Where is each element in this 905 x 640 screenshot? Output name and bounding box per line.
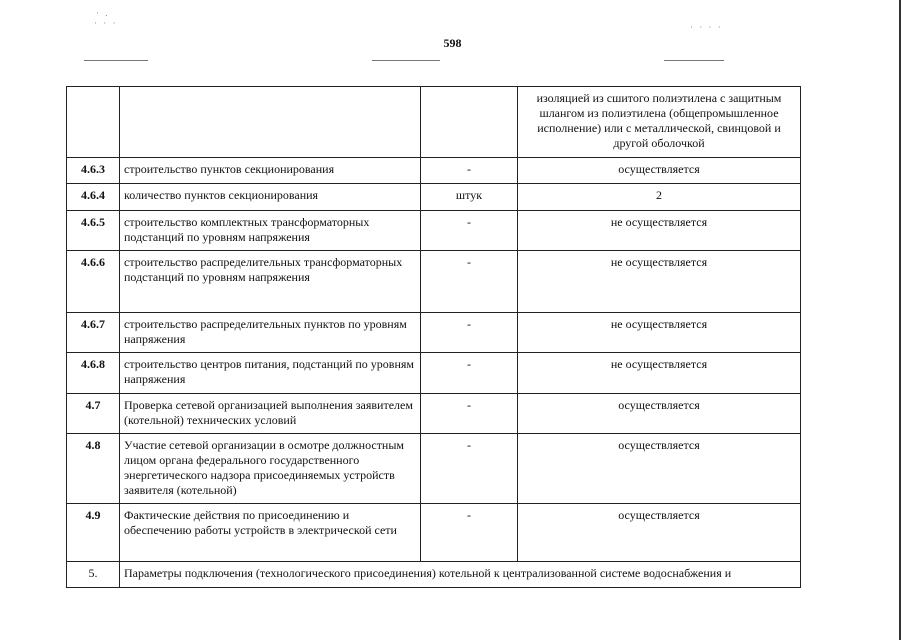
scan-artifact: · · ·: [94, 18, 118, 28]
table-row: [67, 394, 801, 434]
data-table: [66, 86, 801, 588]
row-description: строительство центров питания, подстанций по уровням напряжения: [120, 353, 421, 394]
table-row: [67, 313, 801, 353]
row-number: 4.6.3: [67, 158, 120, 184]
row-description: количество пунктов секционирования: [120, 184, 421, 211]
row-description: Фактические действия по присоединению и обеспечению работы устройств в электрической сети: [120, 504, 421, 562]
row-unit: -: [421, 251, 518, 313]
row-value: 2: [518, 184, 801, 211]
row-description: Участие сетевой организации в осмотре должностным лицом органа федерального государственного энергетического надзора присоединяемых устройств заявителя (котельной): [120, 434, 421, 504]
row-unit: -: [421, 353, 518, 394]
scan-artifact: [372, 60, 440, 61]
row-value: не осуществляется: [518, 251, 801, 313]
row-unit: [421, 87, 518, 158]
row-unit: штук: [421, 184, 518, 211]
row-number: 4.9: [67, 504, 120, 562]
row-value: изоляцией из сшитого полиэтилена с защитным шлангом из полиэтилена (общепромышленное исполнение) или с металлической, свинцовой и другой оболочкой: [518, 87, 801, 158]
row-unit: -: [421, 158, 518, 184]
section-number: 5.: [67, 562, 120, 588]
table-row: [67, 562, 801, 588]
table-row: [67, 353, 801, 394]
row-value: не осуществляется: [518, 211, 801, 251]
section-title: Параметры подключения (технологического присоединения) котельной к централизованной системе водоснабжения и: [120, 562, 801, 588]
page-edge: [899, 0, 901, 640]
row-description: строительство комплектных трансформаторных подстанций по уровням напряжения: [120, 211, 421, 251]
row-number: [67, 87, 120, 158]
page-number: 598: [443, 36, 462, 50]
row-number: 4.6.7: [67, 313, 120, 353]
row-description: Проверка сетевой организацией выполнения заявителем (котельной) технических условий: [120, 394, 421, 434]
row-value: не осуществляется: [518, 353, 801, 394]
row-number: 4.6.6: [67, 251, 120, 313]
row-unit: -: [421, 434, 518, 504]
row-unit: -: [421, 504, 518, 562]
row-number: 4.6.4: [67, 184, 120, 211]
table-row: [67, 504, 801, 562]
scan-artifact: [84, 60, 148, 61]
row-number: 4.7: [67, 394, 120, 434]
row-unit: -: [421, 211, 518, 251]
table-row: [67, 251, 801, 313]
table-row: [67, 87, 801, 158]
table-row: [67, 211, 801, 251]
row-number: 4.8: [67, 434, 120, 504]
row-description: строительство пунктов секционирования: [120, 158, 421, 184]
row-value: осуществляется: [518, 158, 801, 184]
row-number: 4.6.8: [67, 353, 120, 394]
scan-artifact: [664, 60, 724, 61]
table-row: [67, 158, 801, 184]
table-row: [67, 434, 801, 504]
row-value: осуществляется: [518, 394, 801, 434]
scan-artifact: · · · ·: [690, 22, 723, 32]
row-description: [120, 87, 421, 158]
row-unit: -: [421, 313, 518, 353]
row-value: осуществляется: [518, 434, 801, 504]
row-number: 4.6.5: [67, 211, 120, 251]
row-description: строительство распределительных трансформаторных подстанций по уровням напряжения: [120, 251, 421, 313]
row-value: не осуществляется: [518, 313, 801, 353]
table-row: [67, 184, 801, 211]
row-unit: -: [421, 394, 518, 434]
row-description: строительство распределительных пунктов по уровням напряжения: [120, 313, 421, 353]
scan-artifact: · .: [96, 8, 110, 18]
row-value: осуществляется: [518, 504, 801, 562]
